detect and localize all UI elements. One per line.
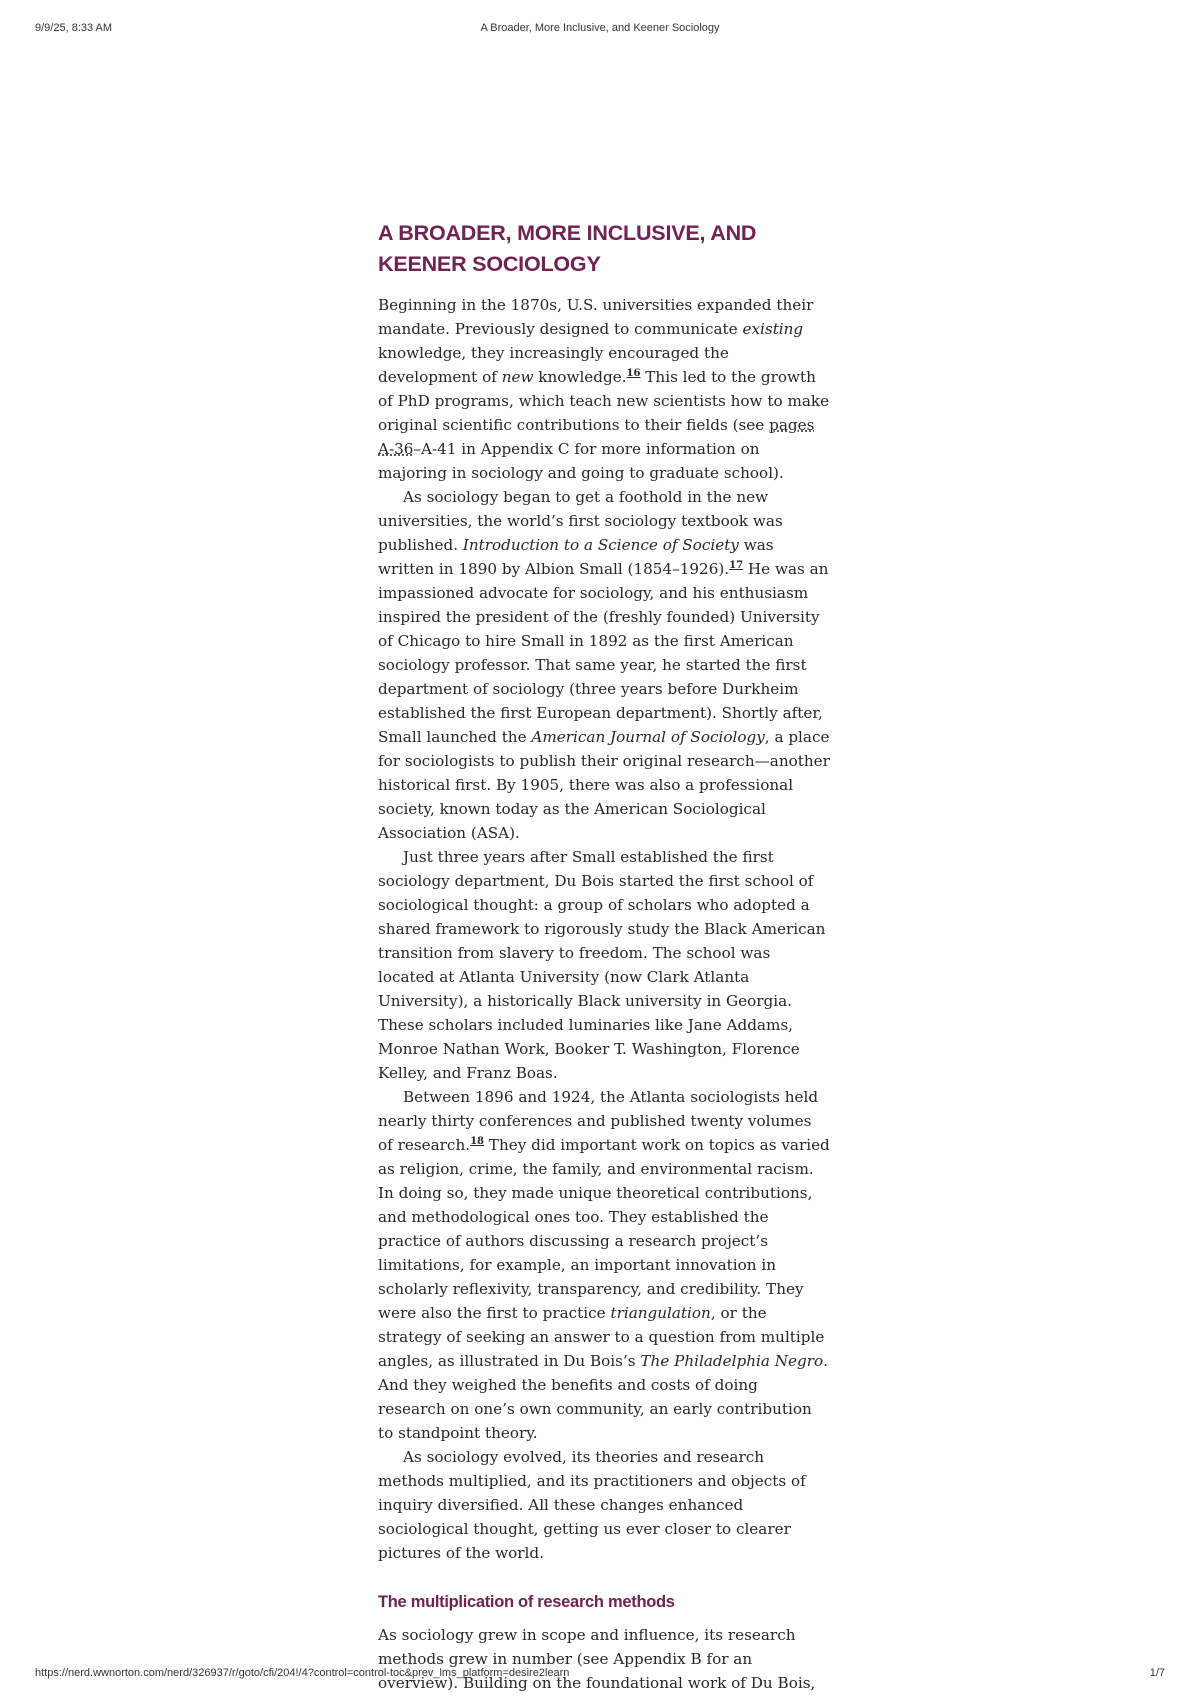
paragraph-1: Beginning in the 1870s, U.S. universities expanded their mandate. Previously designed to communicate existing knowledge, they increasingly encouraged the development of new knowledge.$^{16}$ This led to the growth of PhD programs, which teach new scientists how to make original scientific contributions to their fields (see pages A-36–A-41 in Appendix C for more information on majoring in sociology and going to graduate school). (378, 296, 830, 482)
appendix-page-link[interactable]: pages A-36 (378, 416, 815, 458)
paragraph-4: Between 1896 and 1924, the Atlanta sociologists held nearly thirty conferences and published twenty volumes of research.$^{18}$ They did important work on topics as varied as religion, crime, the family, and environmental racism. In doing so, they made unique theoretical contributions, and methodological ones too. They established the practice of authors discussing a research project’s limitations, for example, an important innovation in scholarly reflexivity, transparency, and credibility. They were also the first to practice triangulation, or the strategy of seeking an answer to a question from multiple angles, as illustrated in Du Bois’s The Philadelphia Negro. And they weighed the benefits and costs of doing research on one’s own community, an early contribution to standpoint theory. (378, 1088, 830, 1442)
paragraph-5: As sociology evolved, its theories and research methods multiplied, and its practitioners and objects of inquiry diversified. All these changes enhanced sociological thought, getting us ever closer to clearer pictures of the world. (378, 1448, 806, 1562)
print-page-title: A Broader, More Inclusive, and Keener Sociology (480, 22, 720, 34)
print-url: https://nerd.wwnorton.com/nerd/326937/r/goto/cfi/204!/4?control=control-toc&prev_lms_platform=desire2learn (35, 1667, 570, 1679)
article-body (378, 293, 830, 1565)
print-page-count: 1/7 (1149, 1667, 1165, 1679)
section-title: A BROADER, MORE INCLUSIVE, AND KEENER SOCIOLOGY (378, 221, 757, 276)
paragraph-2: As sociology began to get a foothold in the new universities, the world’s first sociology textbook was published. Introduction to a Science of Society was written in 1890 by Albion Small (1854–1926).$^{17}$ He was an impassioned advocate for sociology, and his enthusiasm inspired the president of the (freshly founded) University of Chicago to hire Small in 1892 as the first American sociology professor. That same year, he started the first department of sociology (three years before Durkheim established the first European department). Shortly after, Small launched the American Journal of Sociology, a place for sociologists to publish their original research—another historical first. By 1905, there was also a professional society, known today as the American Sociological Association (ASA). (378, 488, 830, 842)
article-body-continued (378, 1623, 830, 1695)
print-datetime: 9/9/25, 8:33 AM (35, 22, 113, 34)
footnote-ref-18[interactable]: 18 (470, 1135, 484, 1147)
article-content (378, 218, 830, 1695)
paragraph-6: As sociology grew in scope and influence, its research methods grew in number (see Appendix B for an overview). Building on the foundational work of Du Bois, (378, 1626, 816, 1692)
paragraph-3: Just three years after Small established the first sociology department, Du Bois started the first school of sociological thought: a group of scholars who adopted a shared framework to rigorously study the Black American transition from slavery to freedom. The school was located at Atlanta University (now Clark Atlanta University), a historically Black university in Georgia. These scholars included luminaries like Jane Addams, Monroe Nathan Work, Booker T. Washington, Florence Kelley, and Franz Boas. (378, 848, 826, 1082)
footnote-ref-17[interactable]: 17 (729, 559, 744, 571)
subsection-title: The multiplication of research methods (378, 1593, 675, 1611)
footnote-ref-16[interactable]: 16 (626, 367, 641, 379)
